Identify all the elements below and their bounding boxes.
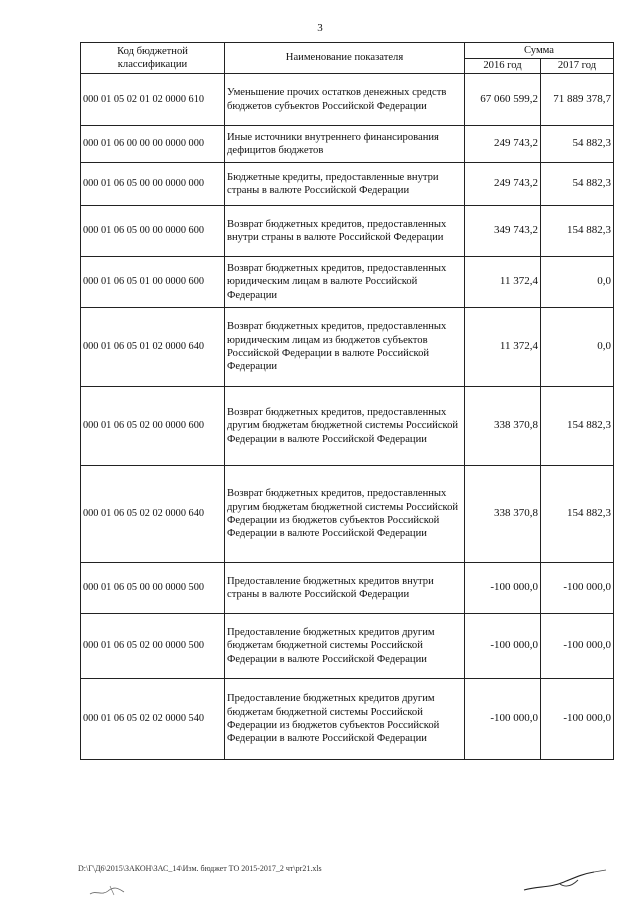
row-name: Предоставление бюджетных кредитов другим бюджетам бюджетной системы Российской Федерации из бюджетов субъектов Российской Федерации в валюте Российской Федерации — [225, 679, 465, 760]
row-name: Возврат бюджетных кредитов, предоставленных юридическим лицам из бюджетов субъектов Российской Федерации в валюте Российской Федерации — [225, 308, 465, 387]
row-value-2016: 338 370,8 — [465, 466, 541, 563]
budget-sources-table — [80, 42, 614, 760]
file-path-footer: D:\Г\Д6\2015\ЗАКОН\ЗАС_14\Изм. бюджет ТО 2015-2017_2 чт\pr21.xls — [78, 864, 322, 873]
table-row — [81, 163, 614, 206]
handwritten-initials — [88, 882, 128, 898]
row-name: Предоставление бюджетных кредитов внутри страны в валюте Российской Федерации — [225, 563, 465, 614]
row-code: 000 01 06 05 00 00 0000 500 — [81, 563, 225, 614]
table-row — [81, 126, 614, 163]
row-name: Уменьшение прочих остатков денежных средств бюджетов субъектов Российской Федерации — [225, 74, 465, 126]
row-code: 000 01 06 00 00 00 0000 000 — [81, 126, 225, 163]
table-row — [81, 614, 614, 679]
row-code: 000 01 06 05 02 02 0000 540 — [81, 679, 225, 760]
row-value-2016: 349 743,2 — [465, 206, 541, 257]
table-row — [81, 206, 614, 257]
row-value-2016: -100 000,0 — [465, 563, 541, 614]
header-year-2017: 2017 год — [541, 59, 614, 74]
row-value-2016: 249 743,2 — [465, 163, 541, 206]
table-row — [81, 563, 614, 614]
row-code: 000 01 06 05 02 00 0000 500 — [81, 614, 225, 679]
row-value-2017: 154 882,3 — [541, 387, 614, 466]
row-value-2017: 154 882,3 — [541, 466, 614, 563]
row-value-2017: 0,0 — [541, 257, 614, 308]
table-row — [81, 257, 614, 308]
row-name: Возврат бюджетных кредитов, предоставленных внутри страны в валюте Российской Федерации — [225, 206, 465, 257]
header-name: Наименование показателя — [225, 43, 465, 74]
table-row — [81, 74, 614, 126]
table-row — [81, 387, 614, 466]
row-code: 000 01 06 05 02 02 0000 640 — [81, 466, 225, 563]
table-row — [81, 308, 614, 387]
row-value-2016: -100 000,0 — [465, 614, 541, 679]
row-value-2016: 11 372,4 — [465, 257, 541, 308]
row-name: Возврат бюджетных кредитов, предоставленных юридическим лицам в валюте Российской Федерации — [225, 257, 465, 308]
row-value-2016: 249 743,2 — [465, 126, 541, 163]
row-value-2017: 154 882,3 — [541, 206, 614, 257]
row-value-2017: 0,0 — [541, 308, 614, 387]
row-name: Возврат бюджетных кредитов, предоставленных другим бюджетам бюджетной системы Российской Федерации в валюте Российской Федерации — [225, 387, 465, 466]
row-value-2017: -100 000,0 — [541, 614, 614, 679]
table-row — [81, 466, 614, 563]
table-row — [81, 679, 614, 760]
row-code: 000 01 06 05 01 02 0000 640 — [81, 308, 225, 387]
row-value-2017: -100 000,0 — [541, 563, 614, 614]
row-value-2016: -100 000,0 — [465, 679, 541, 760]
header-code: Код бюджетной классификации — [81, 43, 225, 74]
row-value-2016: 67 060 599,2 — [465, 74, 541, 126]
page-number: 3 — [317, 22, 323, 34]
row-code: 000 01 06 05 02 00 0000 600 — [81, 387, 225, 466]
row-value-2016: 11 372,4 — [465, 308, 541, 387]
row-value-2017: 54 882,3 — [541, 163, 614, 206]
header-sum: Сумма — [465, 43, 614, 59]
header-year-2016: 2016 год — [465, 59, 541, 74]
row-value-2017: 54 882,3 — [541, 126, 614, 163]
row-value-2016: 338 370,8 — [465, 387, 541, 466]
row-name: Возврат бюджетных кредитов, предоставленных другим бюджетам бюджетной системы Российской Федерации из бюджетов субъектов Российской Федерации в валюте Российской Федерации — [225, 466, 465, 563]
row-code: 000 01 05 02 01 02 0000 610 — [81, 74, 225, 126]
row-code: 000 01 06 05 00 00 0000 600 — [81, 206, 225, 257]
row-name: Бюджетные кредиты, предоставленные внутри страны в валюте Российской Федерации — [225, 163, 465, 206]
row-value-2017: -100 000,0 — [541, 679, 614, 760]
row-code: 000 01 06 05 01 00 0000 600 — [81, 257, 225, 308]
row-value-2017: 71 889 378,7 — [541, 74, 614, 126]
row-name: Иные источники внутреннего финансирования дефицитов бюджетов — [225, 126, 465, 163]
row-code: 000 01 06 05 00 00 0000 000 — [81, 163, 225, 206]
handwritten-signature — [520, 866, 610, 896]
row-name: Предоставление бюджетных кредитов другим бюджетам бюджетной системы Российской Федерации в валюте Российской Федерации — [225, 614, 465, 679]
